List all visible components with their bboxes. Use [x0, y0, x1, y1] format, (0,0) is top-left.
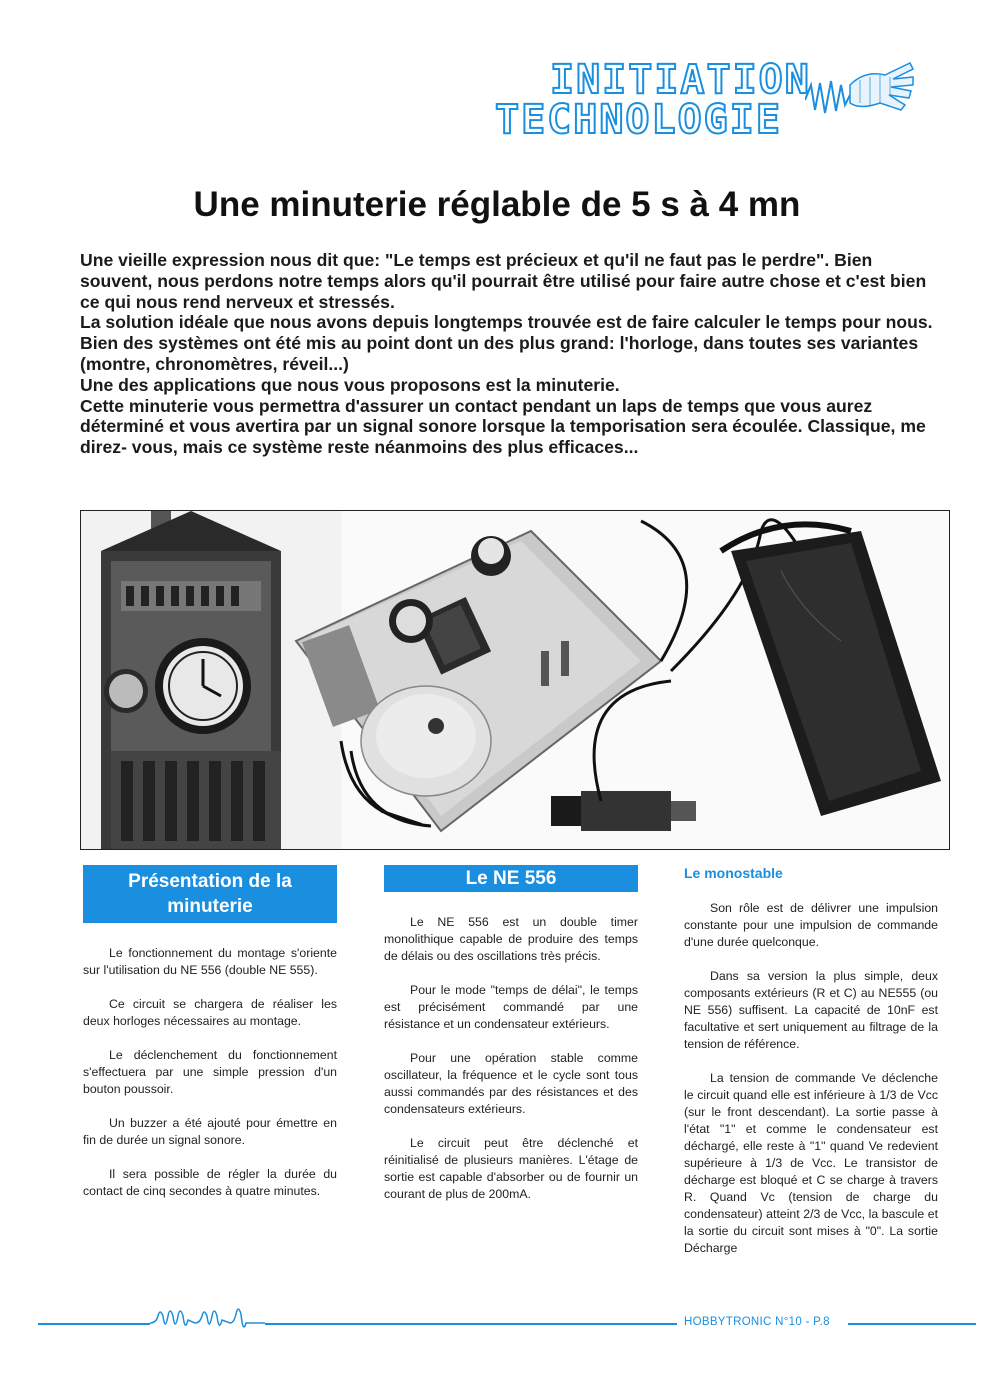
intro-paragraph: Une des applications que nous vous proposons est la minuterie. [80, 374, 620, 395]
article-photo [80, 510, 950, 850]
paragraph: Il sera possible de régler la durée du contact de cinq secondes à quatre minutes. [83, 1167, 337, 1198]
paragraph: La tension de commande Ve déclenche le circuit quand elle est inférieure à 1/3 de Vcc (sur le front descendant). La sortie passe à l'état "1" et comme le condensateur est déchargé, elle reste à "1" quand Ve redevient supérieure à 1/3 de Vcc. Le transistor de décharge est bloqué et C se charge à travers R. Quand Vc (tension de charge du condensateur) atteint 2/3 de Vcc, la bascule et la sortie du circuit sont mises à "0". La sortie Décharge [684, 1071, 938, 1255]
paragraph: Le circuit peut être déclenché et réinitialisé de plusieurs manières. L'étage de sortie est capable d'absorber ou de fournir un courant de plus de 200mA. [384, 1136, 638, 1201]
heading-monostable: Le monostable [684, 865, 783, 881]
intro-paragraph: Une vieille expression nous dit que: "Le temps est précieux et qu'il ne faut pas le perdre". Bien souvent, nous perdons notre temps alors qu'il pourrait être utilisé pour faire autre chose et c'est bien ce qui nous rend nerveux et stressés. [80, 250, 927, 312]
circuit-board-image [296, 531, 661, 831]
paragraph: Le fonctionnement du montage s'oriente sur l'utilisation du NE 556 (double NE 555). [83, 946, 337, 977]
intro-paragraph: Cette minuterie vous permettra d'assurer un contact pendant un laps de temps que vous aurez déterminé et vous avertira par un signal sonore lorsque la temporisation sera écoulée. Classique, me direz- vous, mais ce système reste néanmoins des plus efficaces... [80, 395, 926, 458]
clock-tower-image [81, 511, 341, 850]
paragraph: Le déclenchement du fonctionnement s'effectuera par une simple pression d'un bouton poussoir. [83, 1048, 337, 1096]
page-footer: HOBBYTRONIC N°10 - P.8 [684, 1316, 830, 1328]
timer-circuit-photo [81, 511, 950, 850]
waveform-icon [150, 1302, 265, 1336]
paragraph: Son rôle est de délivrer une impulsion constante pour une impulsion de commande d'une durée quelconque. [684, 901, 938, 949]
paragraph: Le NE 556 est un double timer monolithique capable de produire des temps de délais ou des oscillations très précis. [384, 915, 638, 963]
column-monostable [684, 865, 938, 1274]
article-title: Une minuterie réglable de 5 s à 4 mn [193, 185, 801, 224]
intro-text [80, 250, 940, 458]
column-presentation [83, 865, 337, 1217]
footer-rule-left [38, 1323, 150, 1325]
paragraph: Un buzzer a été ajouté pour émettre en fin de durée un signal sonore. [83, 1116, 337, 1147]
section-logo [495, 55, 915, 145]
logo-line-initiation: INITIATION [550, 57, 811, 103]
paragraph: Pour une opération stable comme oscillateur, la fréquence et le cycle sont tous aussi commandés par des résistances et des condensateurs extérieurs. [384, 1051, 638, 1116]
logo-line-technologie: TECHNOLOGIE [495, 97, 782, 143]
paragraph: Ce circuit se chargera de réaliser les deux horloges nécessaires au montage. [83, 997, 337, 1028]
heading-presentation: Présentation de la minuterie [83, 865, 337, 923]
footer-rule-middle [265, 1323, 677, 1325]
paragraph: Dans sa version la plus simple, deux composants extérieurs (R et C) au NE555 (ou NE 556) suffisent. La capacité de 10nF est facultative et sert uniquement au filtrage de la tension de référence. [684, 969, 938, 1051]
intro-paragraph: La solution idéale que nous avons depuis longtemps trouvée est de faire calculer le temps pour nous. Bien des systèmes ont été mis au point dont un des plus grand: l'horloge, dans toutes ses variantes (montre, chronomètres, réveil...) [80, 312, 933, 374]
column-ne556 [384, 865, 638, 1220]
hand-signal-icon [805, 55, 915, 135]
paragraph: Pour le mode "temps de délai", le temps est précisément commandé par une résistance et un condensateur extérieurs. [384, 983, 638, 1031]
battery-image [721, 524, 941, 816]
footer-rule-right [848, 1323, 976, 1325]
heading-ne556: Le NE 556 [384, 865, 638, 892]
